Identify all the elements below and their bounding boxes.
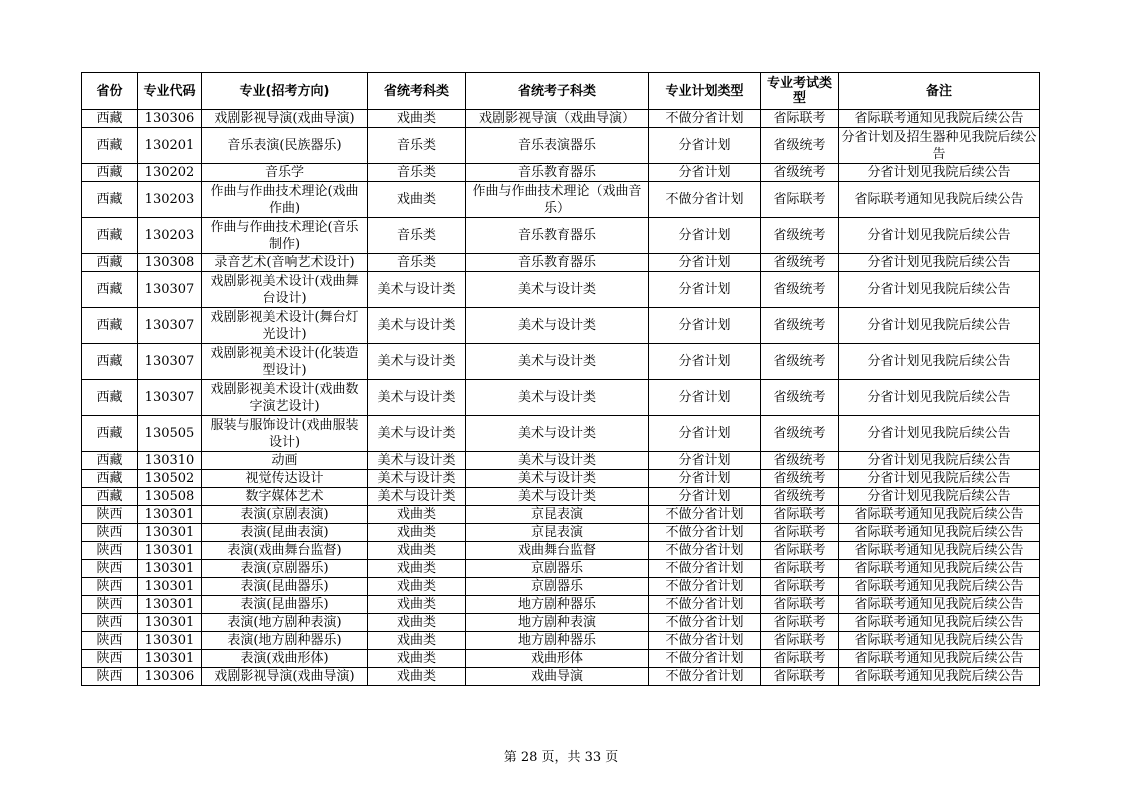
cell-code: 130301 [138,578,202,596]
cell-remarks: 分省计划见我院后续公告 [839,452,1040,470]
cell-exam-type: 省际联考 [761,182,839,218]
cell-major: 表演(地方剧种器乐) [202,632,368,650]
cell-province: 西藏 [82,128,138,164]
cell-exam-type: 省际联考 [761,542,839,560]
cell-category: 美术与设计类 [368,272,466,308]
table-row [82,164,1040,182]
cell-subcategory: 美术与设计类 [466,452,649,470]
cell-code: 130301 [138,632,202,650]
cell-province: 陕西 [82,542,138,560]
cell-exam-type: 省际联考 [761,614,839,632]
cell-exam-type: 省际联考 [761,596,839,614]
cell-code: 130308 [138,254,202,272]
cell-major: 戏剧影视导演(戏曲导演) [202,668,368,686]
cell-category: 音乐类 [368,218,466,254]
header-province: 省份 [82,73,138,110]
cell-major: 戏剧影视美术设计(化装造型设计) [202,344,368,380]
cell-major: 表演(昆曲表演) [202,524,368,542]
table-row [82,506,1040,524]
cell-exam-type: 省际联考 [761,668,839,686]
cell-subcategory: 美术与设计类 [466,380,649,416]
cell-code: 130307 [138,380,202,416]
cell-province: 陕西 [82,650,138,668]
cell-category: 美术与设计类 [368,380,466,416]
cell-major: 视觉传达设计 [202,470,368,488]
header-row [82,73,1040,110]
cell-category: 戏曲类 [368,542,466,560]
cell-exam-type: 省级统考 [761,308,839,344]
table-row [82,596,1040,614]
cell-major: 表演(戏曲形体) [202,650,368,668]
cell-code: 130307 [138,344,202,380]
cell-remarks: 省际联考通知见我院后续公告 [839,110,1040,128]
cell-major: 表演(昆曲器乐) [202,578,368,596]
cell-category: 美术与设计类 [368,308,466,344]
cell-province: 陕西 [82,506,138,524]
cell-plan-type: 不做分省计划 [649,506,761,524]
header-remarks: 备注 [839,73,1040,110]
cell-code: 130301 [138,524,202,542]
cell-plan-type: 分省计划 [649,416,761,452]
cell-exam-type: 省级统考 [761,254,839,272]
cell-category: 音乐类 [368,164,466,182]
admissions-table [81,72,1040,686]
table-row [82,380,1040,416]
cell-remarks: 省际联考通知见我院后续公告 [839,596,1040,614]
cell-exam-type: 省际联考 [761,110,839,128]
table-row [82,110,1040,128]
cell-remarks: 省际联考通知见我院后续公告 [839,650,1040,668]
cell-major: 戏剧影视美术设计(舞台灯光设计) [202,308,368,344]
cell-subcategory: 戏曲舞台监督 [466,542,649,560]
cell-remarks: 分省计划见我院后续公告 [839,380,1040,416]
cell-code: 130301 [138,560,202,578]
cell-subcategory: 戏曲导演 [466,668,649,686]
table-row [82,524,1040,542]
table-row [82,668,1040,686]
cell-major: 表演(地方剧种表演) [202,614,368,632]
cell-major: 音乐学 [202,164,368,182]
cell-remarks: 分省计划见我院后续公告 [839,272,1040,308]
cell-code: 130508 [138,488,202,506]
cell-remarks: 省际联考通知见我院后续公告 [839,560,1040,578]
cell-plan-type: 不做分省计划 [649,668,761,686]
cell-major: 戏剧影视导演(戏曲导演) [202,110,368,128]
cell-remarks: 分省计划见我院后续公告 [839,470,1040,488]
cell-exam-type: 省级统考 [761,470,839,488]
cell-exam-type: 省际联考 [761,524,839,542]
cell-code: 130301 [138,614,202,632]
cell-exam-type: 省级统考 [761,218,839,254]
cell-category: 戏曲类 [368,650,466,668]
cell-plan-type: 分省计划 [649,344,761,380]
cell-major: 表演(京剧表演) [202,506,368,524]
cell-category: 音乐类 [368,254,466,272]
cell-plan-type: 不做分省计划 [649,182,761,218]
cell-category: 美术与设计类 [368,470,466,488]
cell-province: 西藏 [82,272,138,308]
cell-plan-type: 不做分省计划 [649,542,761,560]
table-row [82,560,1040,578]
cell-code: 130301 [138,542,202,560]
cell-province: 陕西 [82,668,138,686]
cell-plan-type: 不做分省计划 [649,560,761,578]
cell-code: 130203 [138,218,202,254]
cell-plan-type: 分省计划 [649,254,761,272]
cell-remarks: 省际联考通知见我院后续公告 [839,524,1040,542]
header-category: 省统考科类 [368,73,466,110]
cell-subcategory: 美术与设计类 [466,470,649,488]
cell-province: 西藏 [82,380,138,416]
table-row [82,632,1040,650]
cell-subcategory: 京剧器乐 [466,560,649,578]
cell-exam-type: 省际联考 [761,650,839,668]
cell-plan-type: 不做分省计划 [649,578,761,596]
cell-plan-type: 不做分省计划 [649,650,761,668]
cell-plan-type: 不做分省计划 [649,632,761,650]
cell-plan-type: 分省计划 [649,308,761,344]
cell-category: 戏曲类 [368,578,466,596]
cell-major: 录音艺术(音响艺术设计) [202,254,368,272]
cell-major: 服装与服饰设计(戏曲服装设计) [202,416,368,452]
cell-province: 西藏 [82,110,138,128]
cell-plan-type: 分省计划 [649,272,761,308]
cell-code: 130505 [138,416,202,452]
cell-category: 音乐类 [368,128,466,164]
cell-subcategory: 美术与设计类 [466,488,649,506]
cell-subcategory: 京昆表演 [466,524,649,542]
cell-category: 美术与设计类 [368,416,466,452]
cell-code: 130301 [138,596,202,614]
cell-subcategory: 美术与设计类 [466,344,649,380]
cell-subcategory: 京昆表演 [466,506,649,524]
cell-plan-type: 分省计划 [649,380,761,416]
cell-remarks: 省际联考通知见我院后续公告 [839,578,1040,596]
cell-category: 戏曲类 [368,110,466,128]
cell-exam-type: 省际联考 [761,560,839,578]
cell-province: 西藏 [82,488,138,506]
cell-exam-type: 省际联考 [761,578,839,596]
cell-exam-type: 省级统考 [761,416,839,452]
cell-province: 西藏 [82,218,138,254]
table-row [82,614,1040,632]
cell-plan-type: 分省计划 [649,218,761,254]
cell-plan-type: 不做分省计划 [649,110,761,128]
cell-exam-type: 省级统考 [761,272,839,308]
cell-exam-type: 省级统考 [761,380,839,416]
page-number: 第 28 页，共 33 页 [503,750,619,765]
cell-category: 美术与设计类 [368,344,466,380]
cell-code: 130203 [138,182,202,218]
cell-exam-type: 省级统考 [761,488,839,506]
header-exam-type: 专业考试类型 [761,73,839,110]
cell-code: 130301 [138,650,202,668]
cell-category: 戏曲类 [368,182,466,218]
header-plan-type: 专业计划类型 [649,73,761,110]
cell-remarks: 分省计划见我院后续公告 [839,488,1040,506]
cell-subcategory: 作曲与作曲技术理论（戏曲音乐） [466,182,649,218]
cell-subcategory: 戏剧影视导演（戏曲导演） [466,110,649,128]
cell-category: 戏曲类 [368,596,466,614]
cell-code: 130306 [138,110,202,128]
cell-subcategory: 京剧器乐 [466,578,649,596]
cell-remarks: 省际联考通知见我院后续公告 [839,614,1040,632]
cell-subcategory: 音乐教育器乐 [466,218,649,254]
header-major: 专业(招考方向) [202,73,368,110]
cell-subcategory: 美术与设计类 [466,308,649,344]
cell-category: 戏曲类 [368,668,466,686]
cell-exam-type: 省级统考 [761,452,839,470]
cell-category: 戏曲类 [368,524,466,542]
cell-exam-type: 省际联考 [761,506,839,524]
cell-province: 西藏 [82,182,138,218]
cell-province: 西藏 [82,308,138,344]
cell-province: 西藏 [82,416,138,452]
table-row [82,416,1040,452]
cell-subcategory: 音乐教育器乐 [466,254,649,272]
cell-remarks: 分省计划见我院后续公告 [839,254,1040,272]
cell-remarks: 省际联考通知见我院后续公告 [839,668,1040,686]
cell-exam-type: 省际联考 [761,632,839,650]
table-row [82,344,1040,380]
cell-province: 陕西 [82,560,138,578]
cell-exam-type: 省级统考 [761,164,839,182]
cell-subcategory: 美术与设计类 [466,416,649,452]
cell-plan-type: 分省计划 [649,452,761,470]
cell-category: 戏曲类 [368,560,466,578]
header-code: 专业代码 [138,73,202,110]
cell-plan-type: 分省计划 [649,164,761,182]
cell-province: 陕西 [82,632,138,650]
table-row [82,488,1040,506]
cell-province: 西藏 [82,164,138,182]
cell-remarks: 省际联考通知见我院后续公告 [839,182,1040,218]
table-row [82,182,1040,218]
table-row [82,308,1040,344]
cell-exam-type: 省级统考 [761,128,839,164]
cell-code: 130310 [138,452,202,470]
header-subcategory: 省统考子科类 [466,73,649,110]
cell-exam-type: 省级统考 [761,344,839,380]
table-row [82,254,1040,272]
table-row [82,578,1040,596]
cell-remarks: 分省计划见我院后续公告 [839,218,1040,254]
cell-province: 陕西 [82,596,138,614]
cell-code: 130306 [138,668,202,686]
table-row [82,542,1040,560]
cell-subcategory: 美术与设计类 [466,272,649,308]
cell-category: 美术与设计类 [368,488,466,506]
cell-code: 130502 [138,470,202,488]
cell-subcategory: 音乐教育器乐 [466,164,649,182]
cell-major: 动画 [202,452,368,470]
cell-major: 表演(戏曲舞台监督) [202,542,368,560]
cell-province: 陕西 [82,578,138,596]
cell-plan-type: 分省计划 [649,488,761,506]
cell-province: 西藏 [82,254,138,272]
cell-major: 表演(昆曲器乐) [202,596,368,614]
cell-subcategory: 地方剧种器乐 [466,632,649,650]
cell-subcategory: 音乐表演器乐 [466,128,649,164]
cell-plan-type: 不做分省计划 [649,614,761,632]
cell-province: 西藏 [82,470,138,488]
cell-subcategory: 戏曲形体 [466,650,649,668]
table-row [82,218,1040,254]
table-row [82,650,1040,668]
cell-subcategory: 地方剧种表演 [466,614,649,632]
cell-major: 数字媒体艺术 [202,488,368,506]
table-row [82,452,1040,470]
cell-remarks: 省际联考通知见我院后续公告 [839,506,1040,524]
cell-plan-type: 不做分省计划 [649,524,761,542]
cell-remarks: 分省计划见我院后续公告 [839,164,1040,182]
cell-remarks: 省际联考通知见我院后续公告 [839,542,1040,560]
cell-code: 130202 [138,164,202,182]
cell-major: 音乐表演(民族器乐) [202,128,368,164]
cell-province: 西藏 [82,452,138,470]
cell-plan-type: 分省计划 [649,128,761,164]
cell-code: 130307 [138,272,202,308]
cell-major: 戏剧影视美术设计(戏曲数字演艺设计) [202,380,368,416]
table-row [82,272,1040,308]
cell-province: 陕西 [82,614,138,632]
cell-remarks: 分省计划见我院后续公告 [839,344,1040,380]
cell-code: 130201 [138,128,202,164]
table-row [82,128,1040,164]
cell-major: 表演(京剧器乐) [202,560,368,578]
cell-plan-type: 不做分省计划 [649,596,761,614]
cell-code: 130307 [138,308,202,344]
cell-province: 西藏 [82,344,138,380]
cell-major: 作曲与作曲技术理论(音乐制作) [202,218,368,254]
cell-category: 戏曲类 [368,506,466,524]
cell-category: 美术与设计类 [368,452,466,470]
cell-major: 作曲与作曲技术理论(戏曲作曲) [202,182,368,218]
cell-remarks: 省际联考通知见我院后续公告 [839,632,1040,650]
cell-subcategory: 地方剧种器乐 [466,596,649,614]
cell-remarks: 分省计划见我院后续公告 [839,416,1040,452]
cell-remarks: 分省计划见我院后续公告 [839,308,1040,344]
cell-category: 戏曲类 [368,614,466,632]
cell-major: 戏剧影视美术设计(戏曲舞台设计) [202,272,368,308]
cell-code: 130301 [138,506,202,524]
cell-province: 陕西 [82,524,138,542]
cell-category: 戏曲类 [368,632,466,650]
cell-plan-type: 分省计划 [649,470,761,488]
table-row [82,470,1040,488]
cell-remarks: 分省计划及招生器种见我院后续公告 [839,128,1040,164]
